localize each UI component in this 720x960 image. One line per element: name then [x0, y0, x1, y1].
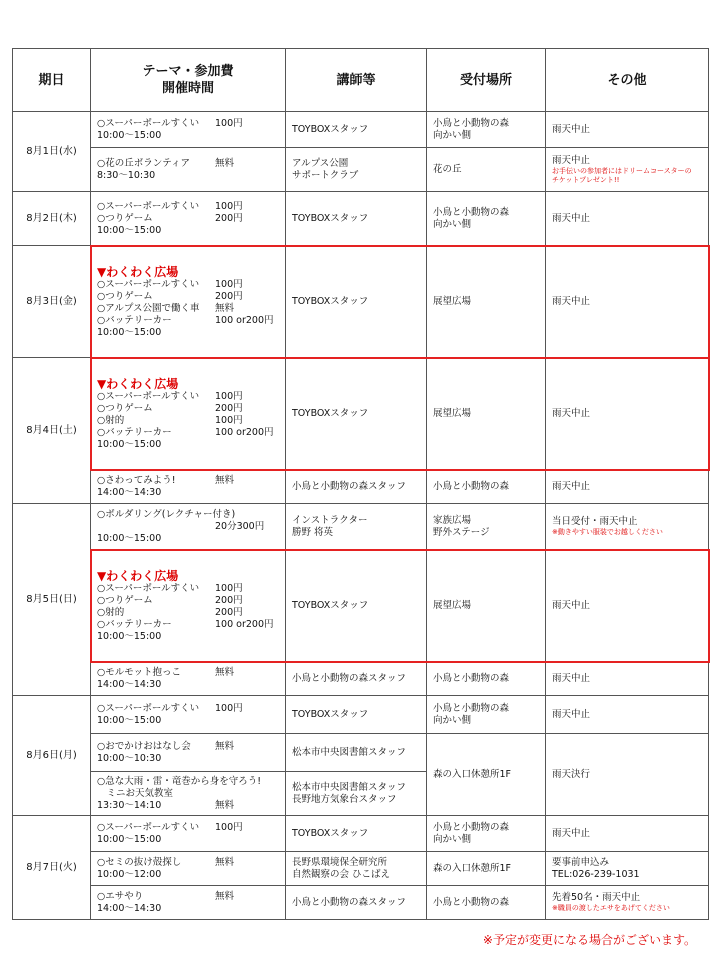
other-note: ※動きやすい服装でお越しください	[552, 528, 663, 536]
table-row	[13, 470, 709, 504]
theme-name: ○スーパーボールすくい	[97, 200, 200, 212]
section-title: ▼わくわく広場	[97, 264, 179, 279]
theme-item	[97, 741, 279, 753]
other-text: 雨天中止	[552, 212, 591, 224]
other-text: 雨天中止	[552, 295, 591, 307]
theme-name: ○バッテリーカー	[97, 314, 172, 326]
date-cell: 8月7日(火)	[13, 816, 91, 920]
theme-time	[97, 753, 279, 765]
place-cell: 小鳥と小動物の森 向かい側	[427, 112, 546, 148]
theme-time	[97, 225, 279, 237]
other-text: 雨天中止	[552, 708, 591, 720]
lecturer-cell: アルプス公園 サポートクラブ	[286, 148, 427, 192]
footer-note: ※予定が変更になる場合がございます。	[482, 933, 696, 947]
theme-price: 無料	[215, 666, 235, 678]
theme-price: 100円	[215, 278, 243, 290]
theme-price: 100 or200円	[215, 426, 274, 438]
date-cell: 8月5日(日)	[13, 504, 91, 696]
theme-item	[97, 776, 279, 788]
theme-name	[97, 521, 215, 533]
theme-name: ○ボルダリング(レクチャー付き)	[97, 508, 236, 520]
other-text: 雨天中止	[552, 672, 591, 684]
lecturer-cell: TOYBOXスタッフ	[286, 550, 427, 662]
theme-name: ○つりゲーム	[97, 290, 153, 302]
header-date: 期日	[13, 49, 91, 112]
other-text: 雨天中止	[552, 599, 591, 611]
other-note: お手伝いの参加者にはドリームコースターの チケットプレゼント!!	[552, 166, 692, 184]
theme-item	[97, 213, 279, 225]
theme-cell	[91, 504, 286, 550]
lecturer-cell: TOYBOXスタッフ	[286, 696, 427, 734]
lecturer-cell: 小鳥と小動物の森スタッフ	[286, 662, 427, 696]
place-cell: 小鳥と小動物の森 向かい側	[427, 192, 546, 246]
date-cell: 8月6日(月)	[13, 696, 91, 816]
header-lecturer: 講師等	[286, 49, 427, 112]
theme-name: ○つりゲーム	[97, 402, 153, 414]
place-cell: 花の丘	[427, 148, 546, 192]
time-text: 10:00～15:00	[97, 714, 162, 726]
theme-name: ○スーパーボールすくい	[97, 390, 200, 402]
header-place: 受付場所	[427, 49, 546, 112]
place-cell: 小鳥と小動物の森 向かい側	[427, 696, 546, 734]
theme-time	[97, 679, 279, 691]
theme-price: 20分300円	[215, 520, 265, 532]
time-text: 10:00～10:30	[97, 752, 162, 764]
lecturer-cell: 小鳥と小動物の森スタッフ	[286, 886, 427, 920]
other-note: ※職員の渡したエサをあげてください	[552, 904, 670, 912]
theme-item	[97, 509, 279, 521]
theme-price: 100円	[215, 582, 243, 594]
theme-price: 100円	[215, 821, 243, 833]
theme-name: ○スーパーボールすくい	[97, 702, 200, 714]
place-cell: 展望広場	[427, 246, 546, 358]
theme-price: 100円	[215, 414, 243, 426]
theme-name: ○バッテリーカー	[97, 618, 172, 630]
highlight-box	[90, 357, 710, 471]
date-cell: 8月4日(土)	[13, 358, 91, 504]
schedule-table-wrapper	[12, 48, 708, 920]
lecturer-cell: 松本市中央図書館スタッフ 長野地方気象台スタッフ	[286, 772, 427, 816]
table-row	[13, 696, 709, 734]
theme-name: ○つりゲーム	[97, 212, 153, 224]
other-text: 雨天中止	[552, 123, 591, 135]
table-row	[13, 816, 709, 852]
theme-name: ミニお天気教室	[97, 787, 174, 799]
other-cell	[546, 886, 709, 920]
table-row	[13, 112, 709, 148]
theme-time	[97, 487, 279, 499]
theme-price: 100円	[215, 117, 243, 129]
time-text: 10:00～15:00	[97, 224, 162, 236]
place-cell: 家族広場 野外ステージ	[427, 504, 546, 550]
highlight-box	[90, 549, 710, 663]
theme-name: ○花の丘ボランティア	[97, 157, 191, 169]
theme-time	[97, 903, 279, 915]
theme-time	[97, 715, 279, 727]
table-row	[13, 734, 709, 772]
theme-item	[97, 158, 279, 170]
theme-price: 無料	[215, 302, 235, 314]
place-cell: 小鳥と小動物の森	[427, 886, 546, 920]
other-text: 雨天中止	[552, 407, 591, 419]
theme-item	[97, 475, 279, 487]
header-other: その他	[546, 49, 709, 112]
theme-name: ○スーパーボールすくい	[97, 117, 200, 129]
theme-cell	[91, 816, 286, 852]
theme-item	[97, 201, 279, 213]
time-text: 8:30～10:30	[97, 169, 156, 181]
lecturer-cell: TOYBOXスタッフ	[286, 192, 427, 246]
theme-name: ○モルモット抱っこ	[97, 666, 182, 678]
theme-item	[97, 521, 279, 533]
date-cell: 8月2日(木)	[13, 192, 91, 246]
theme-cell	[91, 696, 286, 734]
place-cell: 小鳥と小動物の森 向かい側	[427, 816, 546, 852]
other-cell	[546, 734, 709, 816]
theme-name: ○おでかけおはなし会	[97, 740, 191, 752]
other-text: 当日受付・雨天中止	[552, 516, 638, 527]
place-cell: 展望広場	[427, 550, 546, 662]
theme-price: 無料	[215, 856, 235, 868]
other-cell	[546, 662, 709, 696]
theme-name: ○さわってみよう!	[97, 474, 176, 486]
theme-time	[97, 869, 279, 881]
other-text: 雨天中止	[552, 154, 591, 166]
time-text: 10:00～15:00	[97, 833, 162, 845]
theme-price: 無料	[215, 157, 235, 169]
other-cell	[546, 816, 709, 852]
time-text: 13:30～14:10	[97, 799, 162, 811]
theme-cell	[91, 470, 286, 504]
other-text: 先着50名・雨天中止	[552, 892, 641, 903]
theme-item	[97, 857, 279, 869]
theme-price: 200円	[215, 212, 243, 224]
theme-name: ○急な大雨・雷・竜巻から身を守ろう!	[97, 775, 262, 787]
time-text: 14:00～14:30	[97, 486, 162, 498]
theme-time	[97, 800, 279, 812]
theme-price: 100 or200円	[215, 618, 274, 630]
other-cell	[546, 504, 709, 550]
other-cell	[546, 112, 709, 148]
other-cell	[546, 148, 709, 192]
other-text: 雨天中止	[552, 480, 591, 492]
time-text: 10:00～12:00	[97, 868, 162, 880]
theme-cell	[91, 852, 286, 886]
place-cell: 小鳥と小動物の森	[427, 662, 546, 696]
time-text: 10:00～15:00	[97, 438, 162, 450]
theme-price: 無料	[215, 740, 235, 752]
theme-name: ○つりゲーム	[97, 594, 153, 606]
table-row	[13, 852, 709, 886]
table-row	[13, 886, 709, 920]
theme-price: 200円	[215, 606, 243, 618]
date-cell: 8月1日(水)	[13, 112, 91, 192]
header-theme: テーマ・参加費 開催時間	[91, 49, 286, 112]
theme-name: ○スーパーボールすくい	[97, 582, 200, 594]
lecturer-cell: TOYBOXスタッフ	[286, 816, 427, 852]
theme-cell	[91, 772, 286, 816]
time-text: 14:00～14:30	[97, 678, 162, 690]
theme-name: ○バッテリーカー	[97, 426, 172, 438]
theme-item	[97, 822, 279, 834]
theme-name: ○セミの抜け殻探し	[97, 856, 182, 868]
theme-time	[97, 170, 279, 182]
theme-price: 無料	[215, 890, 235, 902]
date-cell: 8月3日(金)	[13, 246, 91, 358]
place-cell: 展望広場	[427, 358, 546, 470]
theme-name: ○スーパーボールすくい	[97, 278, 200, 290]
time-text: 10:00～15:00	[97, 326, 162, 338]
theme-item	[97, 891, 279, 903]
section-title: ▼わくわく広場	[97, 376, 179, 391]
theme-price: 200円	[215, 594, 243, 606]
other-cell	[546, 470, 709, 504]
theme-cell	[91, 148, 286, 192]
theme-cell	[91, 192, 286, 246]
theme-cell	[91, 662, 286, 696]
theme-name: ○射的	[97, 606, 125, 618]
theme-item	[97, 703, 279, 715]
theme-price: 100 or200円	[215, 314, 274, 326]
theme-cell	[91, 112, 286, 148]
theme-cell	[91, 886, 286, 920]
theme-item	[97, 667, 279, 679]
time-price: 無料	[215, 799, 235, 811]
theme-price: 200円	[215, 402, 243, 414]
lecturer-cell: TOYBOXスタッフ	[286, 246, 427, 358]
other-text: 要事前申込み TEL:026-239-1031	[552, 856, 640, 880]
theme-name: ○スーパーボールすくい	[97, 821, 200, 833]
theme-time	[97, 533, 279, 545]
place-cell: 小鳥と小動物の森	[427, 470, 546, 504]
theme-name: ○射的	[97, 414, 125, 426]
lecturer-cell: インストラクター 勝野 将英	[286, 504, 427, 550]
lecturer-cell: TOYBOXスタッフ	[286, 358, 427, 470]
time-text: 10:00～15:00	[97, 630, 162, 642]
theme-item	[97, 118, 279, 130]
table-row	[13, 504, 709, 550]
place-cell: 森の入口休憩所1F	[427, 852, 546, 886]
other-cell	[546, 192, 709, 246]
theme-price: 100円	[215, 200, 243, 212]
other-cell	[546, 852, 709, 886]
lecturer-cell: 長野県環境保全研究所 自然観察の会 ひこばえ	[286, 852, 427, 886]
theme-price: 無料	[215, 474, 235, 486]
highlight-box	[90, 245, 710, 359]
section-title: ▼わくわく広場	[97, 568, 179, 583]
theme-price: 100円	[215, 390, 243, 402]
theme-cell	[91, 734, 286, 772]
theme-item	[97, 788, 279, 800]
time-text: 10:00～15:00	[97, 532, 162, 544]
theme-time	[97, 130, 279, 142]
time-text: 14:00～14:30	[97, 902, 162, 914]
theme-price: 100円	[215, 702, 243, 714]
lecturer-cell: TOYBOXスタッフ	[286, 112, 427, 148]
theme-time	[97, 834, 279, 846]
table-row	[13, 662, 709, 696]
theme-name: ○エサやり	[97, 890, 144, 902]
lecturer-cell: 松本市中央図書館スタッフ	[286, 734, 427, 772]
place-cell: 森の入口休憩所1F	[427, 734, 546, 816]
table-row	[13, 148, 709, 192]
theme-name: ○アルプス公園で働く車	[97, 302, 200, 314]
lecturer-cell: 小鳥と小動物の森スタッフ	[286, 470, 427, 504]
other-text: 雨天決行	[552, 768, 591, 780]
header-row	[13, 49, 709, 112]
schedule-table	[12, 48, 709, 920]
other-cell	[546, 696, 709, 734]
theme-price: 200円	[215, 290, 243, 302]
time-text: 10:00～15:00	[97, 129, 162, 141]
table-row	[13, 192, 709, 246]
other-text: 雨天中止	[552, 827, 591, 839]
